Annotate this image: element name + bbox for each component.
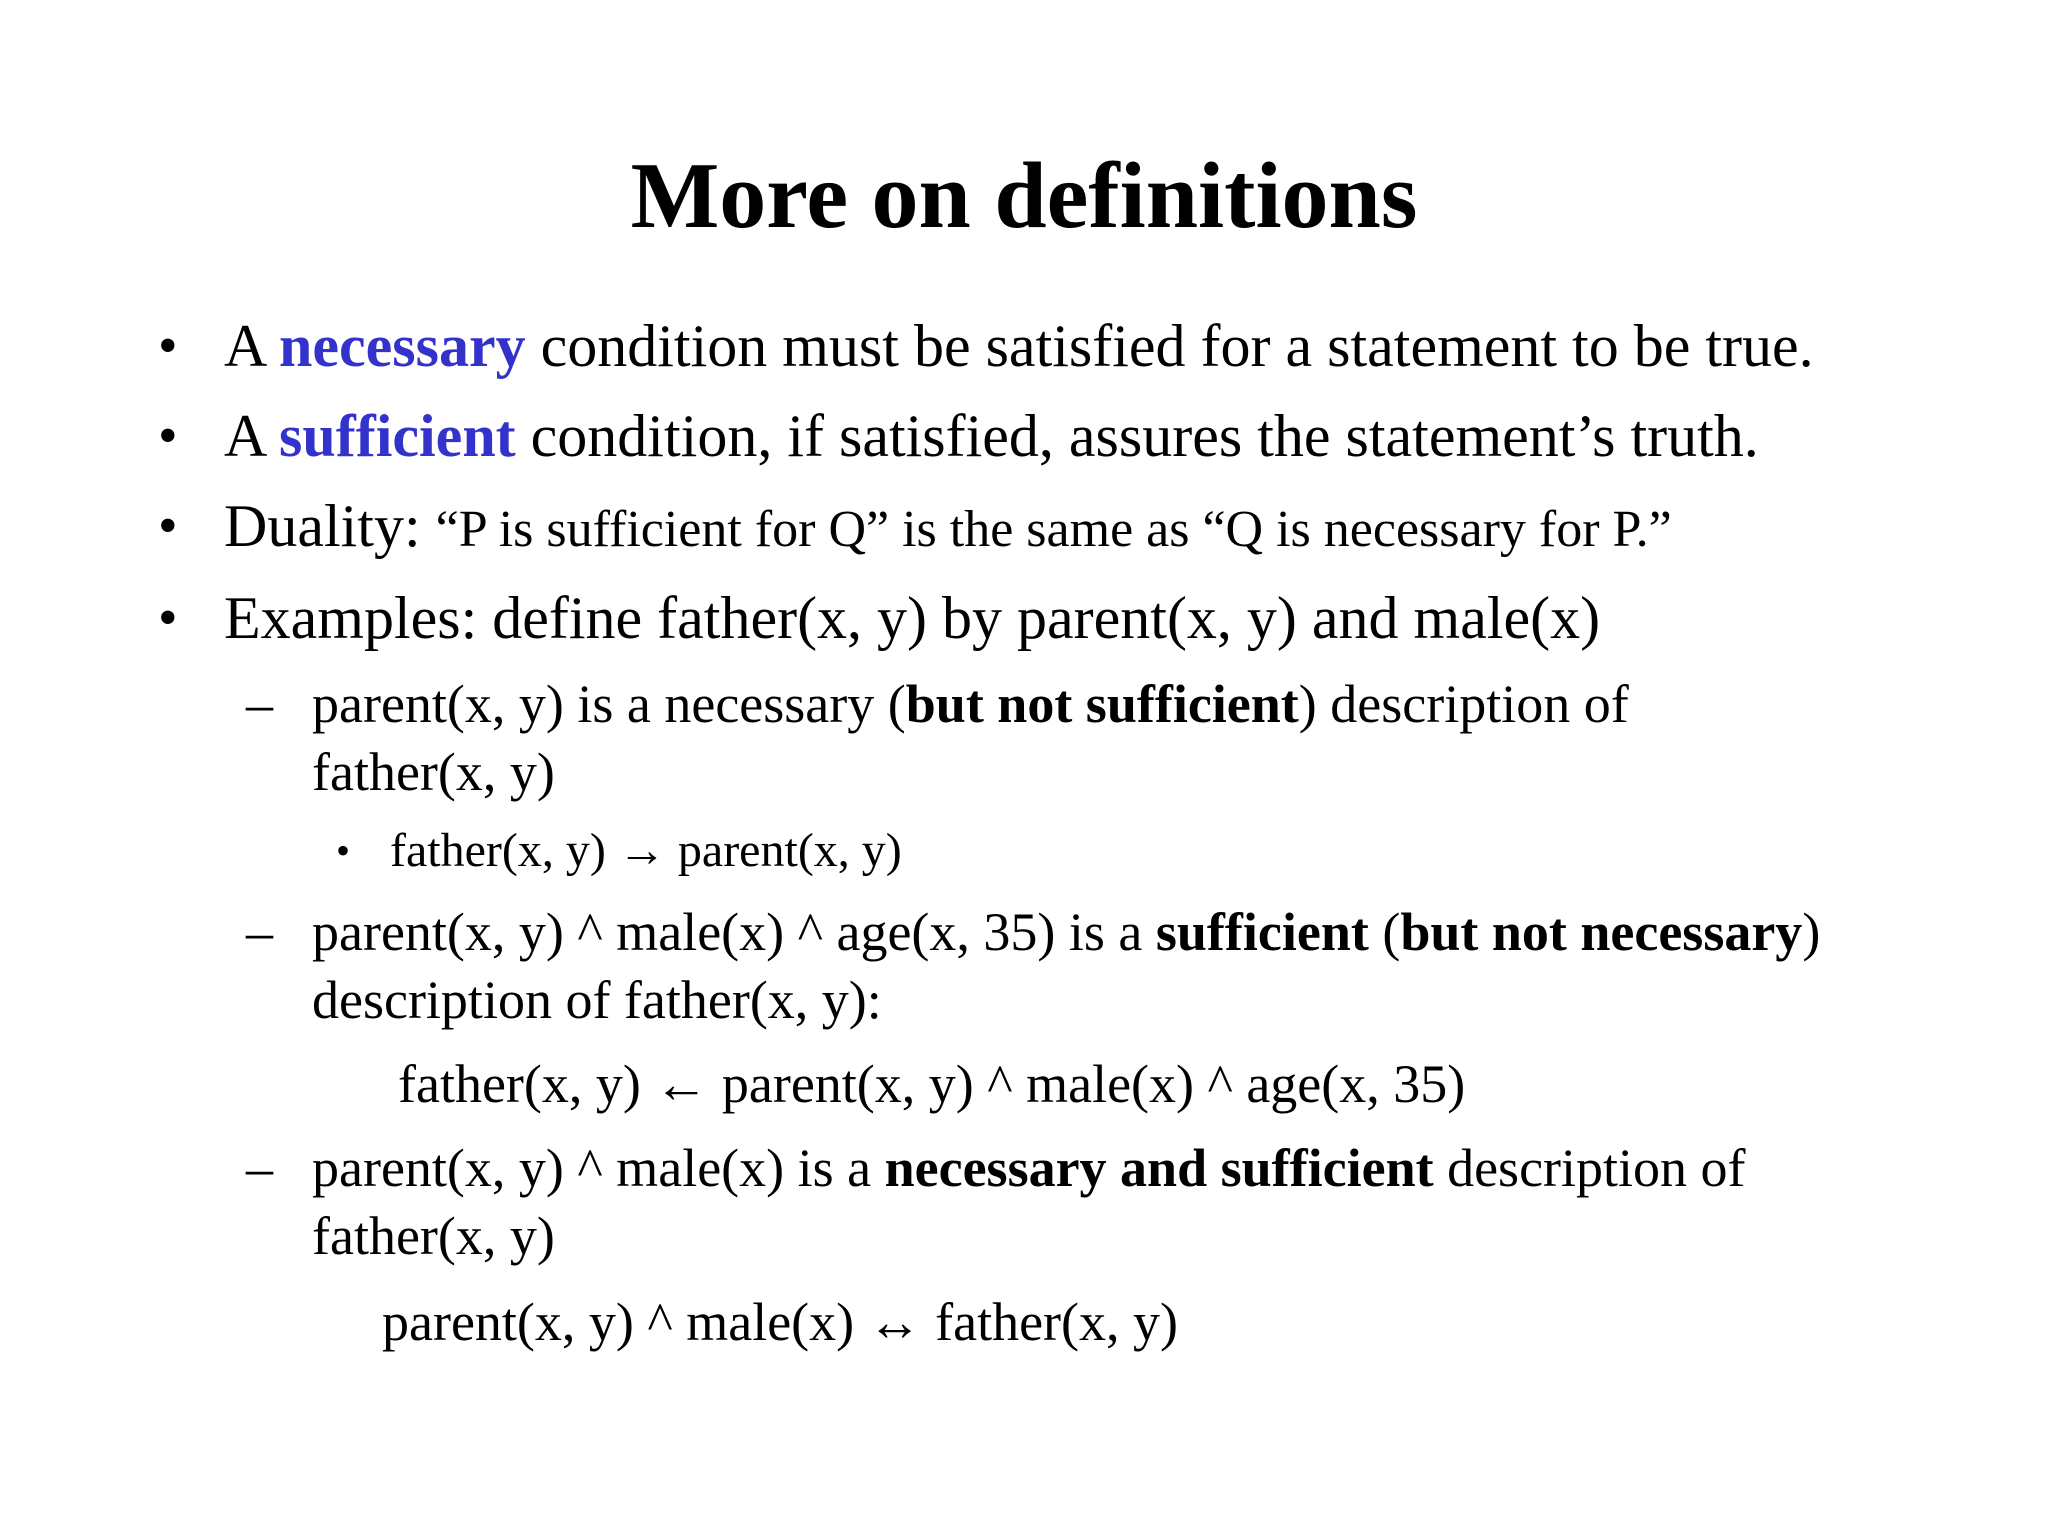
bullet-marker: • bbox=[336, 828, 351, 873]
sub-item-iff-line1: parent(x, y) ^ male(x) is a necessary and sufficient description of bbox=[312, 1138, 1746, 1198]
dash-marker: – bbox=[246, 674, 273, 734]
sub-item-iff-line2: father(x, y) bbox=[312, 1206, 555, 1266]
sub-item-necessary-line2: father(x, y) bbox=[312, 742, 555, 802]
sub-bullet-implication: father(x, y) → parent(x, y) bbox=[390, 824, 902, 877]
bullet-item-duality: Duality: “P is sufficient for Q” is the same as “Q is necessary for P.” bbox=[224, 493, 1672, 559]
bullet-marker: • bbox=[158, 315, 178, 377]
bullet-marker: • bbox=[158, 587, 178, 649]
formula-iff: parent(x, y) ^ male(x) ↔ father(x, y) bbox=[382, 1292, 1178, 1352]
keyword-sufficient: sufficient bbox=[279, 403, 516, 469]
bullet-item-examples: Examples: define father(x, y) by parent(x, y) and male(x) bbox=[224, 585, 1601, 651]
dash-marker: – bbox=[246, 902, 273, 962]
keyword-necessary: necessary bbox=[279, 313, 526, 379]
sub-item-sufficient-line2: description of father(x, y): bbox=[312, 970, 882, 1030]
bullet-item-sufficient: A sufficient condition, if satisfied, assures the statement’s truth. bbox=[224, 403, 1759, 469]
bullet-item-necessary: A necessary condition must be satisfied for a statement to be true. bbox=[224, 313, 1814, 379]
bullet-marker: • bbox=[158, 405, 178, 467]
slide-title: More on definitions bbox=[630, 144, 1418, 248]
formula-sufficient: father(x, y) ← parent(x, y) ^ male(x) ^ age(x, 35) bbox=[398, 1054, 1466, 1114]
sub-item-sufficient-line1: parent(x, y) ^ male(x) ^ age(x, 35) is a sufficient (but not necessary) bbox=[312, 902, 1821, 962]
bullet-marker: • bbox=[158, 495, 178, 557]
sub-item-necessary-line1: parent(x, y) is a necessary (but not sufficient) description of bbox=[312, 674, 1629, 734]
dash-marker: – bbox=[246, 1138, 273, 1198]
